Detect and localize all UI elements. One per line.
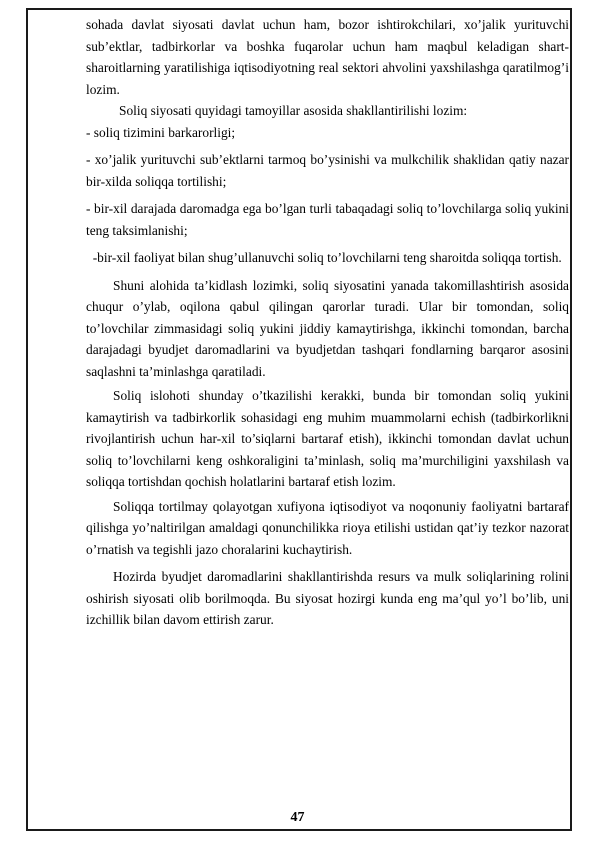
paragraph: Soliqqa tortilmay qolayotgan xufiyona iqtisodiyot va noqonuniy faoliyatni bartaraf qilishga yo’naltirilgan amaldagi qonunchilikka rioya etilishi ustidan qat’iy tezkor nazorat o’rnatish va tegishli jazo choralarini kuchaytirish. <box>86 498 569 557</box>
list-item: - xo’jalik yurituvchi sub’ektlarni tarmoq bo’ysinishi va mulkchilik shaklidan qatiy nazar bir-xilda soliqqa tortilishi; <box>86 152 569 189</box>
paragraph: Soliq islohoti shunday o’tkazilishi kerakki, bunda bir tomondan soliq yukini kamaytirish va tadbirkorlik sohasidagi eng muhim muammolarni echish (tadbirkorlikni rivojlantirish uchun har-xil to’siqlarni bartaraf etish), ikkinchi tomondan davlat uchun soliq to’lovchilarni keng oshkoraligini ta’minlash, soliq ma’murchiligini yaxshilash va soliqqa tortishdan qochish holatlarini bartaraf etish lozim. <box>86 388 569 489</box>
paragraph: Hozirda byudjet daromadlarini shakllantirishda resurs va mulk soliqlarining rolini oshirish siyosati olib borilmoqda. Bu siyosat hozirgi kunda eng ma’qul yo’l bo’lib, uni izchillik bilan davom ettirish zarur. <box>86 569 569 627</box>
document-body <box>86 14 569 631</box>
paragraph: Soliq siyosati quyidagi tamoyillar asosida shakllantirilishi lozim: <box>119 103 468 118</box>
paragraph: Shuni alohida ta’kidlash lozimki, soliq siyosatini yanada takomillashtirish asosida chuqur o’ylab, oqilona qabul qilingan qarorlar turadi. Ular bir tomondan, soliq to’lovchilar zimmasidagi soliq yukini jiddiy kamaytirishga, ikkinchi tomondan, barcha darajadagi byudjet daromadlarini va byudjetdan tashqari fondlarning barqaror asosini saqlashni ta’minlashga qaratiladi. <box>86 277 569 379</box>
list-item: -bir-xil faoliyat bilan shug’ullanuvchi soliq to’lovchilarni teng sharoitda soliqqa tortish. <box>86 250 562 265</box>
page-number: 47 <box>290 810 305 825</box>
paragraph: sohada davlat siyosati davlat uchun ham, bozor ishtirokchilari, xo’jalik yurituvchi sub’ektlar, tadbirkorlar va boshka fuqarolar uchun ham maqbul keladigan shart-sharoitlarning yaratilishiga iqtisodiyotning real sektori ahvolini yaxshilashga qaratilmog’i lozim. <box>86 17 569 97</box>
list-item: - soliq tizimini barkarorligi; <box>86 124 236 140</box>
list-item: - bir-xil darajada daromadga ega bo’lgan turli tabaqadagi soliq to’lovchilarga soliq yukini teng taksimlanishi; <box>86 201 569 238</box>
